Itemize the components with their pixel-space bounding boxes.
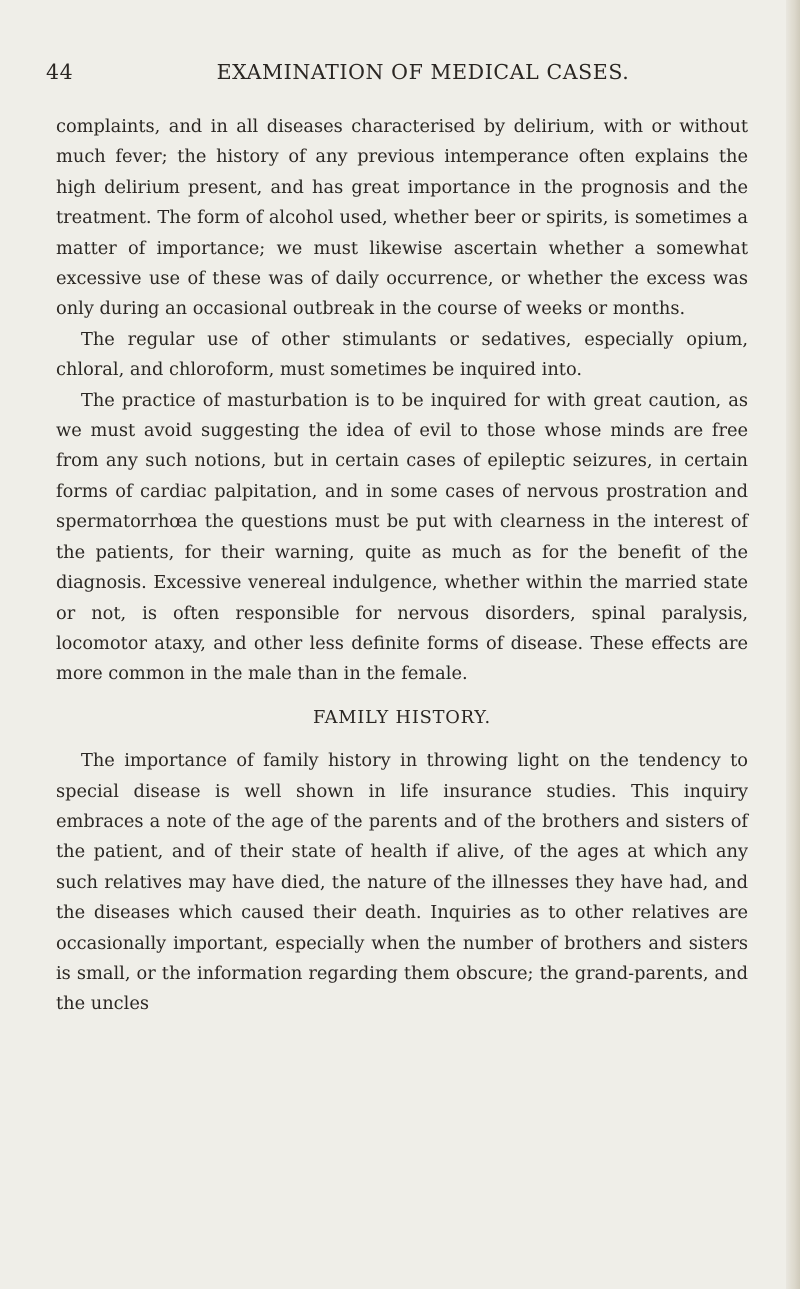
running-head — [46, 60, 758, 90]
paragraph-stimulants: The regular use of other stimulants or sedatives, especially opium, chloral, and chloroform, must sometimes be inquired into. — [56, 328, 748, 381]
paragraph-family-history: The importance of family history in throwing light on the tendency to special disease is well shown in life insurance studies. This inquiry embraces a note of the age of the parents and of the brothers and sisters of the patient, and of their state of health if alive, of the ages at which any such relatives may have died, the nature of the illnesses they have had, and the diseases which caused their death. Inquiries as to other relatives are occasionally important, especially when the number of brothers and sisters is small, or the information regarding them obscure; the grand-parents, and the uncles — [56, 750, 748, 1015]
page-edge-shadow — [786, 0, 800, 1289]
page-number: 44 — [46, 60, 74, 84]
body-text — [56, 112, 748, 1020]
section-heading-family-history: FAMILY HISTORY. — [312, 706, 491, 728]
page-header-title: EXAMINATION OF MEDICAL CASES. — [216, 60, 630, 84]
paragraph-alcohol-history: complaints, and in all diseases characterised by delirium, with or without much fever; the history of any previous intemperance often explains the high delirium present, and has great importance in the prognosis and the treatment. The form of alcohol used, whether beer or spirits, is sometimes a matter of importance; we must likewise ascertain whether a somewhat excessive use of these was of daily occurrence, or whether the excess was only during an occasional outbreak in the course of weeks or months. — [56, 116, 748, 320]
paragraph-masturbation: The practice of masturbation is to be inquired for with great caution, as we must avoid suggesting the idea of evil to those whose minds are free from any such notions, but in certain cases of epileptic seizures, in certain forms of cardiac palpitation, and in some cases of nervous prostration and spermatorrhœa the questions must be put with clearness in the interest of the patients, for their warning, quite as much as for the benefit of the diagnosis. Excessive venereal indulgence, whether within the married state or not, is often responsible for nervous disorders, spinal paralysis, locomotor ataxy, and other less definite forms of disease. These effects are more common in the male than in the female. — [56, 389, 748, 685]
